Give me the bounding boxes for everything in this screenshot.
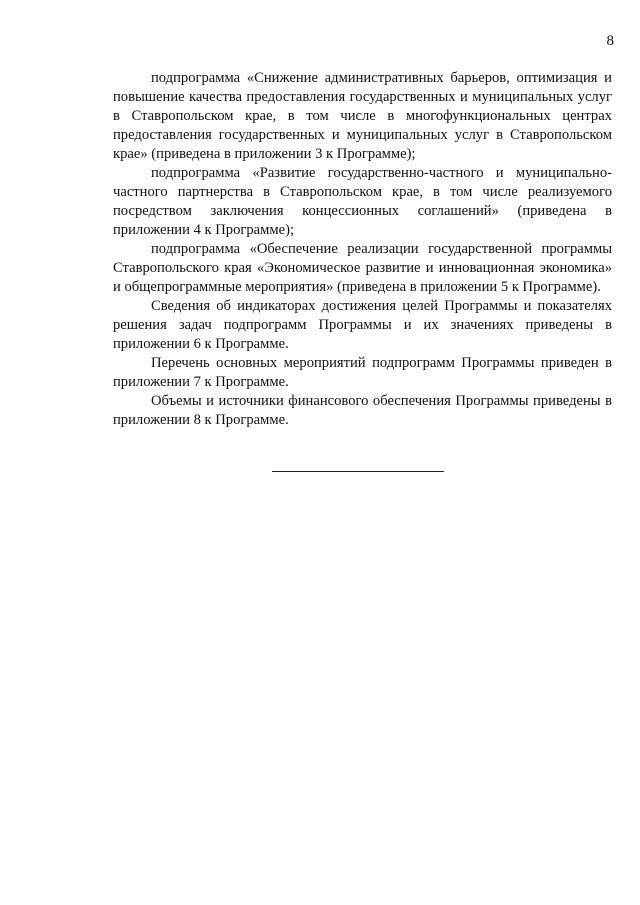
paragraph-main-activities: Перечень основных мероприятий подпрограмм Программы приведен в приложении 7 к Программе. xyxy=(113,355,612,390)
page-number: 8 xyxy=(606,33,614,49)
paragraph-indicators: Сведения об индикаторах достижения целей Программы и показателях решения задач подпрограмм Программы и их значениях приведены в приложении 6 к Программе. xyxy=(113,298,612,352)
paragraph-funding: Объемы и источники финансового обеспечения Программы приведены в приложении 8 к Программе. xyxy=(113,393,612,428)
paragraph-subprogram-admin-barriers: подпрограмма «Снижение административных барьеров, оптимизация и повышение качества предоставления государственных и муниципальных услуг в Ставропольском крае, в том числе в многофункциональных центрах предоставления государственных и муниципальных услуг в Ставропольском крае» (приведена в приложении 3 к Программе); xyxy=(113,70,612,162)
paragraph-subprogram-public-private-partnership: подпрограмма «Развитие государственно-частного и муниципально-частного партнерства в Ставропольском крае, в том числе реализуемого посредством заключения концессионных соглашений» (приведена в приложении 4 к Программе); xyxy=(113,165,612,238)
end-divider-line xyxy=(272,471,444,472)
paragraph-subprogram-program-support: подпрограмма «Обеспечение реализации государственной программы Ставропольского края «Экономическое развитие и инновационная экономика» и общепрограммные мероприятия» (приведена в приложении 5 к Программе). xyxy=(113,241,612,295)
document-body xyxy=(113,69,612,430)
